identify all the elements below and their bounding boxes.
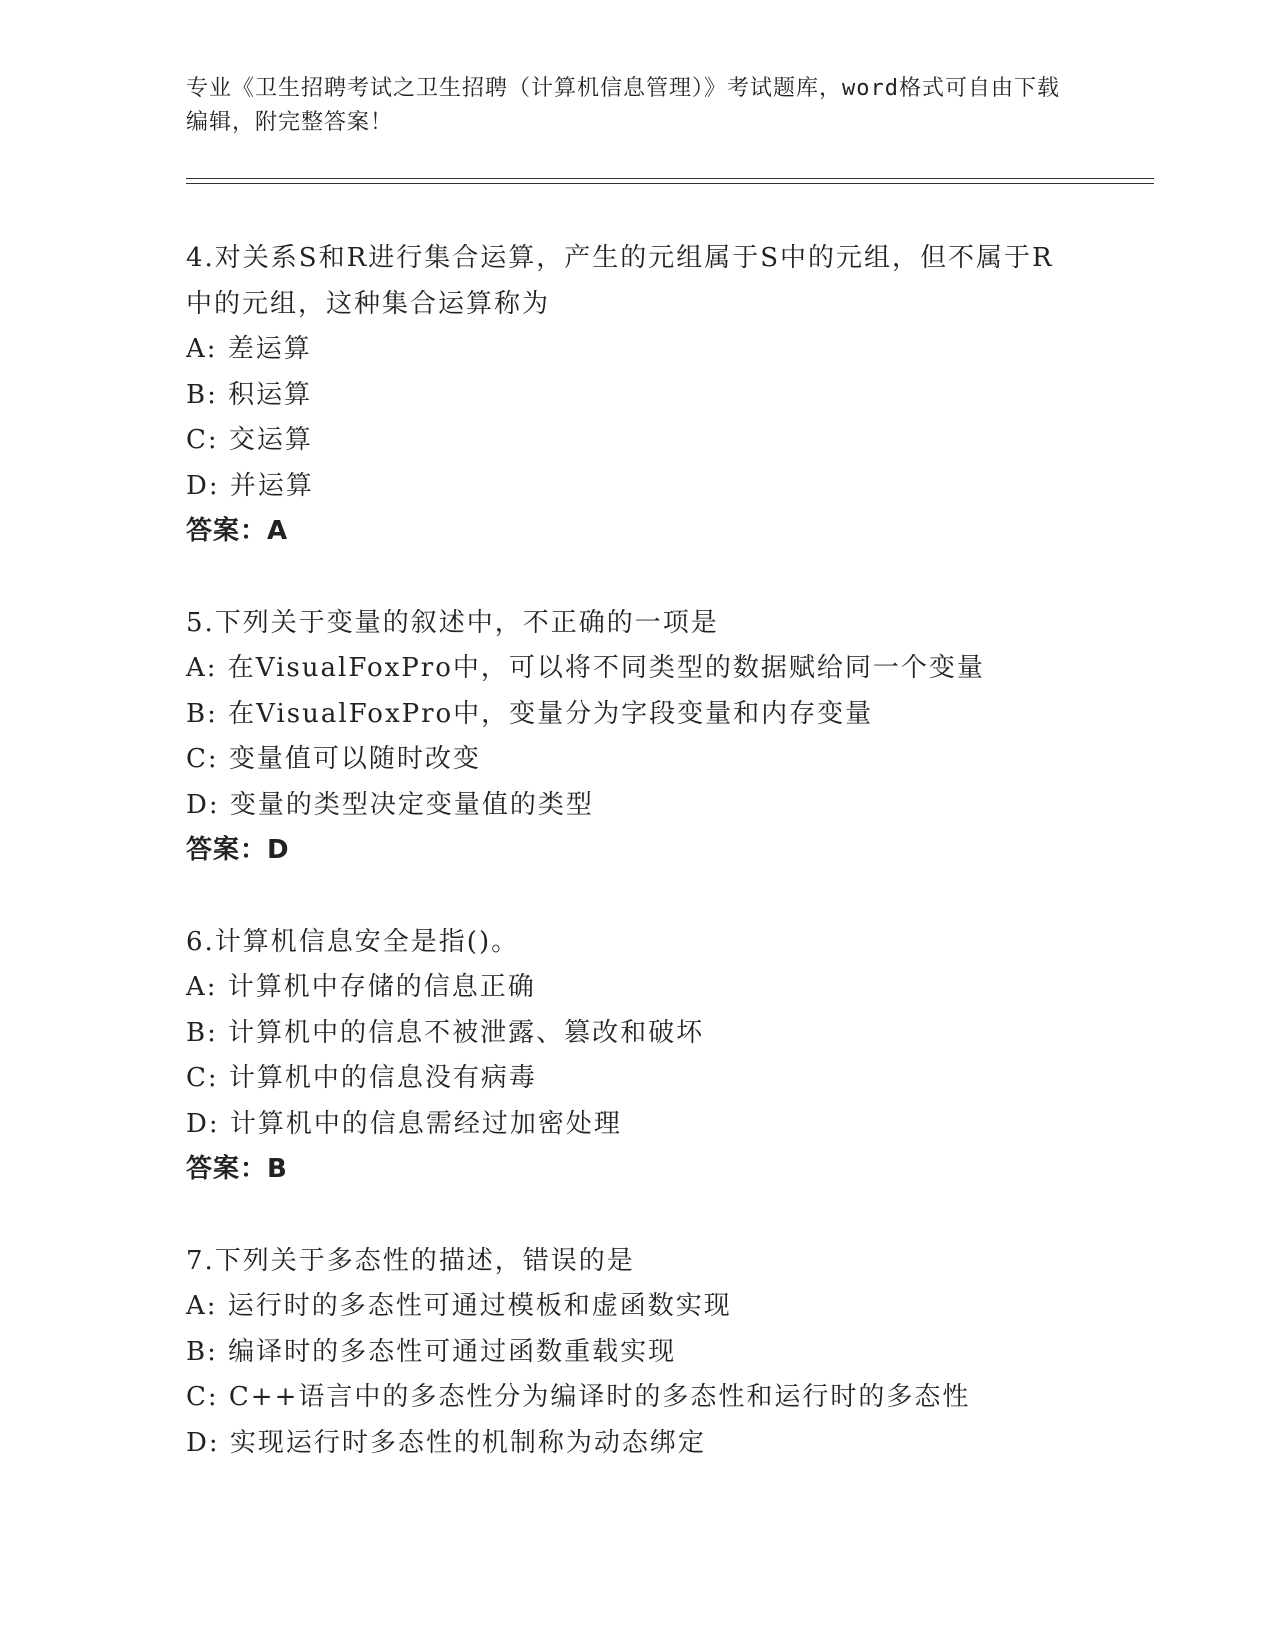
option-d: D: 变量的类型决定变量值的类型 (186, 789, 594, 820)
question-stem: 5.下列关于变量的叙述中，不正确的一项是 (186, 607, 719, 638)
question-list (186, 236, 1086, 1512)
question-5 (186, 601, 1086, 874)
option-c: C: C++语言中的多态性分为编译时的多态性和运行时的多态性 (186, 1382, 971, 1412)
option-b: B: 积运算 (186, 379, 313, 410)
option-a: A: 在VisualFoxPro中，可以将不同类型的数据赋给同一个变量 (186, 653, 985, 683)
option-b: B: 编译时的多态性可通过函数重载实现 (186, 1336, 677, 1367)
question-4 (186, 236, 1086, 555)
question-stem: 4.对关系S和R进行集合运算，产生的元组属于S中的元组，但不属于R中的元组，这种集合运算称为 (186, 243, 1054, 319)
header-divider-bottom (186, 183, 1154, 184)
answer-label: 答案：D (186, 835, 290, 865)
option-b: B: 在VisualFoxPro中，变量分为字段变量和内存变量 (186, 698, 874, 729)
answer-label: 答案：B (186, 1154, 288, 1184)
option-b: B: 计算机中的信息不被泄露、篡改和破坏 (186, 1017, 705, 1048)
option-a: A: 差运算 (186, 334, 312, 364)
document-header: 专业《卫生招聘考试之卫生招聘（计算机信息管理）》考试题库，word格式可自由下载编辑，附完整答案！ (186, 76, 1060, 135)
answer-label: 答案：A (186, 516, 289, 546)
header-divider-top (186, 178, 1154, 179)
option-d: D: 计算机中的信息需经过加密处理 (186, 1108, 622, 1139)
question-stem: 7.下列关于多态性的描述，错误的是 (186, 1245, 635, 1276)
option-a: A: 运行时的多态性可通过模板和虚函数实现 (186, 1291, 732, 1321)
option-c: C: 计算机中的信息没有病毒 (186, 1063, 537, 1093)
option-d: D: 实现运行时多态性的机制称为动态绑定 (186, 1427, 706, 1458)
option-c: C: 交运算 (186, 425, 313, 455)
option-a: A: 计算机中存储的信息正确 (186, 972, 536, 1002)
option-d: D: 并运算 (186, 470, 314, 501)
question-7 (186, 1239, 1086, 1467)
option-c: C: 变量值可以随时改变 (186, 744, 481, 774)
question-stem: 6.计算机信息安全是指()。 (186, 926, 520, 957)
question-6 (186, 920, 1086, 1193)
